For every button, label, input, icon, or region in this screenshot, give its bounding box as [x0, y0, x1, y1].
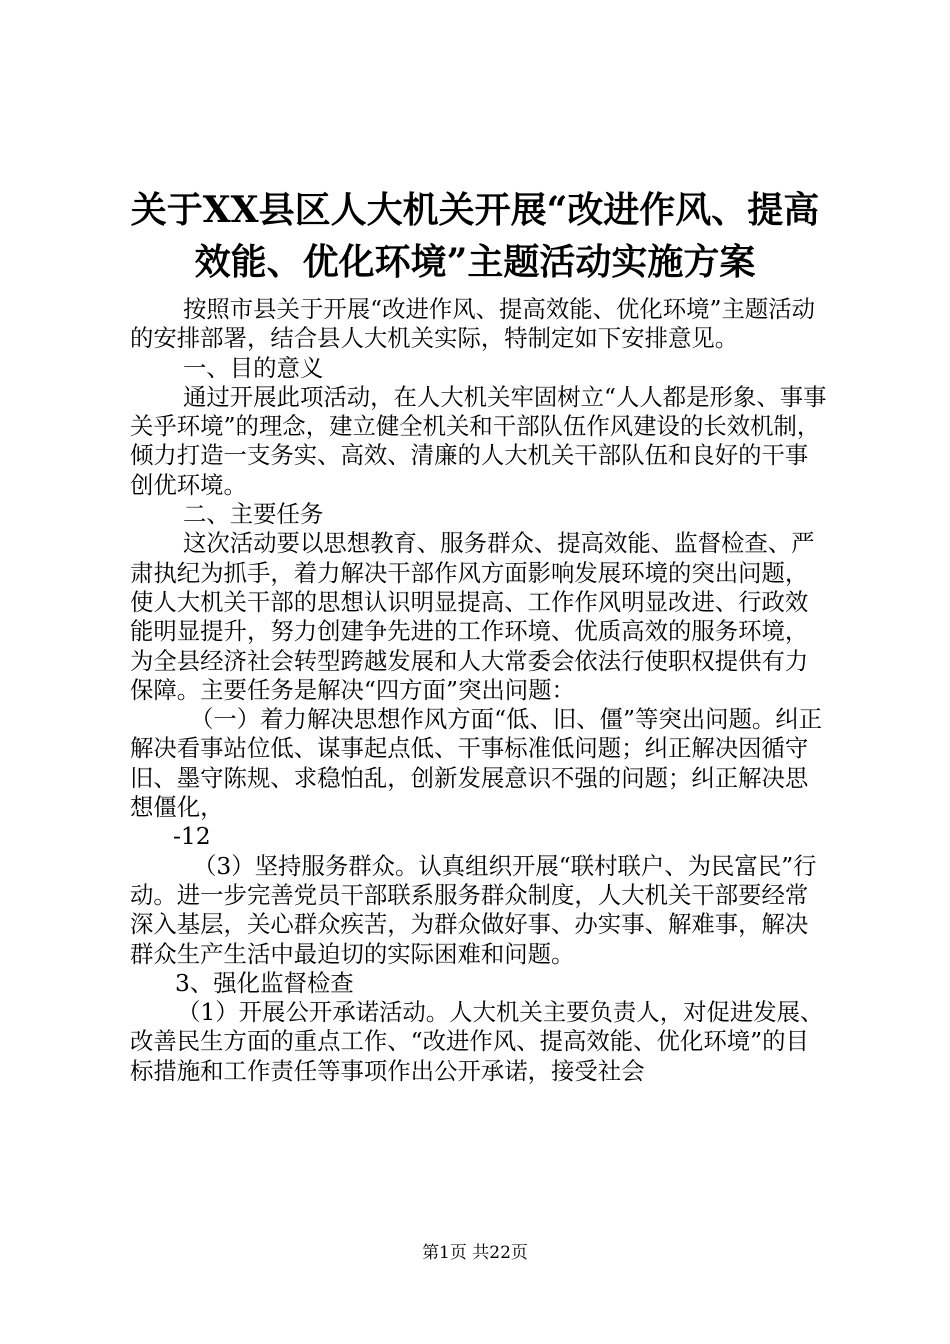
section-heading-supervision: 3、强化监督检查: [175, 968, 354, 997]
paragraph-commitment: （1）开展公开承诺活动。人大机关主要负责人，对促进发展、改善民生方面的重点工作、“改进作风、提高效能、优化环境”的目标措施和工作责任等事项作出公开承诺，接受社会: [130, 998, 824, 1085]
document-body: [130, 295, 830, 1086]
paragraph-purpose: 通过开展此项活动，在人大机关牢固树立“人人都是形象、事事关乎环境”的理念，建立健全机关和干部队伍作风建设的长效机制，倾力打造一支务实、高效、清廉的人大机关干部队伍和良好的干事创优环境。: [130, 382, 827, 499]
paragraph-intro: 按照市县关于开展“改进作风、提高效能、优化环境”主题活动的安排部署，结合县人大机关实际，特制定如下安排意见。: [130, 295, 816, 353]
paragraph-tasks: 这次活动要以思想教育、服务群众、提高效能、监督检查、严肃执纪为抓手，着力解决干部作风方面影响发展环境的突出问题，使人大机关干部的思想认识明显提高、工作作风明显改进、行政效能明显提升，努力创建争先进的工作环境、优质高效的服务环境，为全县经济社会转型跨越发展和人大常委会依法行使职权提供有力保障。主要任务是解决“四方面”突出问题：: [130, 529, 815, 704]
section-heading-tasks: 二、主要任务: [183, 500, 324, 529]
page-number-footer: 第1页 共22页: [422, 1243, 528, 1263]
document-title-line-2: 效能、优化环境”主题活动实施方案: [194, 241, 756, 283]
paragraph-item-three: （3）坚持服务群众。认真组织开展“联村联户、为民富民”行动。进一步完善党员干部联系服务群众制度，人大机关干部要经常深入基层，关心群众疾苦，为群众做好事、办实事、解难事，解决群众生产生活中最迫切的实际困难和问题。: [130, 851, 817, 968]
document-title-line-1: 关于XX县区人大机关开展“改进作风、提高: [130, 189, 820, 231]
page-marker: -12: [173, 822, 211, 851]
section-heading-purpose: 一、目的意义: [183, 353, 324, 382]
paragraph-item-one: （一）着力解决思想作风方面“低、旧、僵”等突出问题。纠正解决看事站位低、谋事起点低、干事标准低问题；纠正解决因循守旧、墨守陈规、求稳怕乱，创新发展意识不强的问题；纠正解决思想僵化，: [130, 705, 823, 822]
